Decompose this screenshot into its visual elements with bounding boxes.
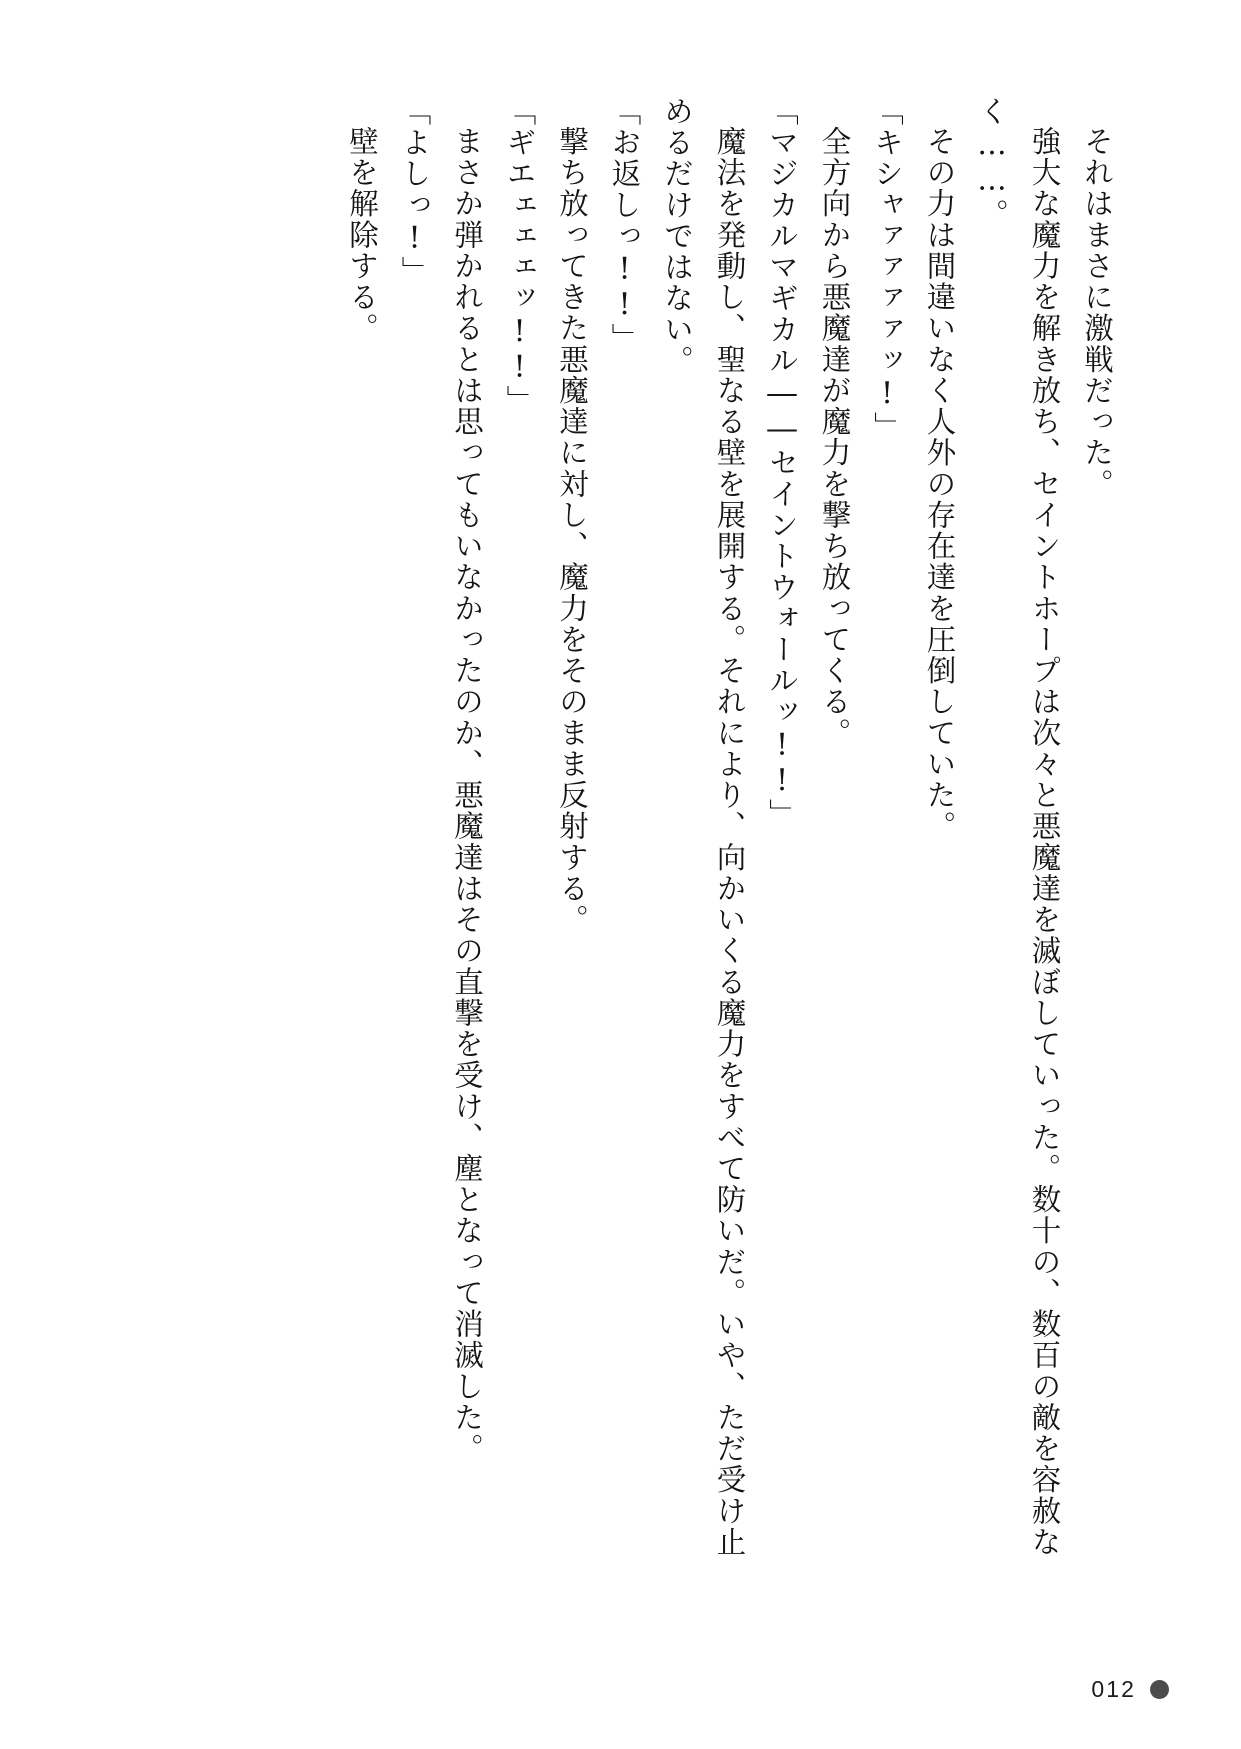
- paragraph: 壁を解除する。: [345, 125, 379, 344]
- dot-marker-icon: [1150, 1680, 1169, 1699]
- paragraph: その力は間違いなく人外の存在達を圧倒していた。: [922, 125, 957, 842]
- vertical-text-body: [223, 96, 1123, 1566]
- paragraph: 強大な魔力を解き放ち、セイントホープは次々と悪魔達を滅ぼしていった。数十の、数百の敵を容赦なく……。: [975, 96, 1062, 1558]
- paragraph: 撃ち放ってきた悪魔達に対し、魔力をそのまま反射する。: [555, 125, 589, 935]
- paragraph: 魔法を発動し、聖なる壁を展開する。それにより、向かいくる魔力をすべて防いだ。いや、ただ受け止めるだけではない。: [660, 96, 747, 1558]
- paragraph-dialogue: 「お返しっ!!」: [607, 96, 642, 354]
- paragraph: 全方向から悪魔達が魔力を撃ち放ってくる。: [817, 125, 852, 748]
- paragraph-dialogue: 「よしっ!」: [397, 96, 432, 288]
- paragraph-dialogue: 「ギエェェェッ!!」: [502, 96, 537, 417]
- paragraph: まさか弾かれるとは思ってもいなかったのか、悪魔達はその直撃を受け、塵となって消滅した。: [450, 125, 484, 1464]
- paragraph-dialogue: 「マジカルマギカル――セイントウォールッ!!」: [765, 96, 799, 830]
- paragraph-dialogue: 「キシャァァァァッ!」: [870, 96, 904, 443]
- page-footer: [1091, 1676, 1169, 1703]
- paragraph: それはまさに激戦だった。: [1080, 125, 1114, 499]
- page-number: 012: [1091, 1676, 1136, 1702]
